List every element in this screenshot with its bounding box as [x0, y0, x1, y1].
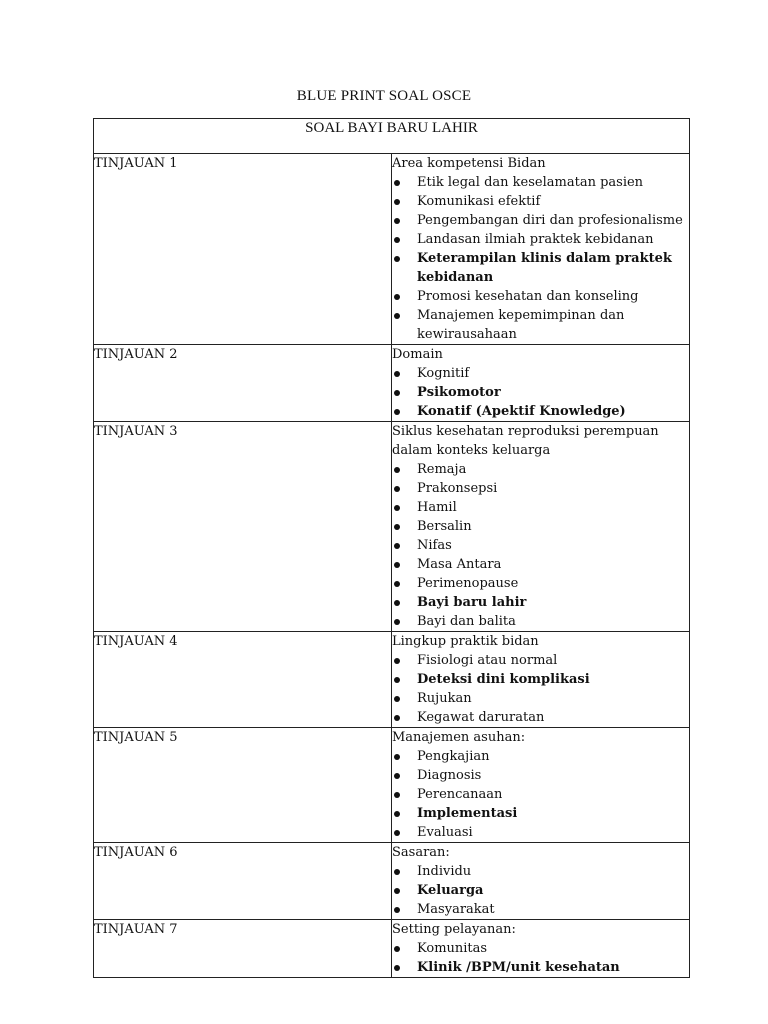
list-item: Rujukan — [392, 689, 689, 708]
list-item: Pengembangan diri dan profesionalisme — [392, 211, 689, 230]
list-item: Keluarga — [392, 881, 689, 900]
table-heading-row — [94, 119, 690, 154]
row-content — [392, 422, 690, 632]
bullet-list — [392, 862, 689, 919]
row-heading: Domain — [392, 347, 443, 362]
list-item: Hamil — [392, 498, 689, 517]
table-row — [94, 843, 690, 920]
list-item: Bersalin — [392, 517, 689, 536]
row-heading: Sasaran: — [392, 845, 450, 860]
bullet-list — [392, 747, 689, 842]
row-content — [392, 843, 690, 920]
table-heading: SOAL BAYI BARU LAHIR — [94, 119, 690, 154]
row-label: TINJAUAN 4 — [94, 632, 392, 728]
row-heading: Manajemen asuhan: — [392, 730, 526, 745]
row-content — [392, 154, 690, 345]
row-label: TINJAUAN 3 — [94, 422, 392, 632]
list-item: Kegawat daruratan — [392, 708, 689, 727]
table-row — [94, 920, 690, 978]
row-label: TINJAUAN 2 — [94, 345, 392, 422]
list-item: Fisiologi atau normal — [392, 651, 689, 670]
blueprint-table — [93, 118, 690, 978]
list-item: Implementasi — [392, 804, 689, 823]
list-item: Bayi dan balita — [392, 612, 689, 631]
table-row — [94, 154, 690, 345]
row-heading: Setting pelayanan: — [392, 922, 516, 937]
list-item: Perimenopause — [392, 574, 689, 593]
list-item: Manajemen kepemimpinan dan kewirausahaan — [392, 306, 689, 344]
row-label: TINJAUAN 6 — [94, 843, 392, 920]
row-heading: Lingkup praktik bidan — [392, 634, 539, 649]
row-label: TINJAUAN 7 — [94, 920, 392, 978]
list-item: Remaja — [392, 460, 689, 479]
list-item: Masa Antara — [392, 555, 689, 574]
row-heading: Area kompetensi Bidan — [392, 156, 546, 171]
list-item: Klinik /BPM/unit kesehatan — [392, 958, 689, 977]
table-body — [94, 154, 690, 978]
bullet-list — [392, 651, 689, 727]
list-item: Evaluasi — [392, 823, 689, 842]
list-item: Etik legal dan keselamatan pasien — [392, 173, 689, 192]
list-item: Psikomotor — [392, 383, 689, 402]
list-item: Komunikasi efektif — [392, 192, 689, 211]
table-row — [94, 632, 690, 728]
bullet-list — [392, 460, 689, 631]
table-row — [94, 345, 690, 422]
list-item: Perencanaan — [392, 785, 689, 804]
row-label: TINJAUAN 5 — [94, 728, 392, 843]
list-item: Individu — [392, 862, 689, 881]
list-item: Promosi kesehatan dan konseling — [392, 287, 689, 306]
row-heading: Siklus kesehatan reproduksi perempuan dalam konteks keluarga — [392, 424, 659, 458]
document-title: BLUE PRINT SOAL OSCE — [296, 88, 472, 104]
table-row — [94, 422, 690, 632]
bullet-list — [392, 939, 689, 977]
row-content — [392, 632, 690, 728]
list-item: Diagnosis — [392, 766, 689, 785]
row-label: TINJAUAN 1 — [94, 154, 392, 345]
bullet-list — [392, 173, 689, 344]
list-item: Landasan ilmiah praktek kebidanan — [392, 230, 689, 249]
list-item: Nifas — [392, 536, 689, 555]
list-item: Kognitif — [392, 364, 689, 383]
row-content — [392, 920, 690, 978]
list-item: Prakonsepsi — [392, 479, 689, 498]
list-item: Konatif (Apektif Knowledge) — [392, 402, 689, 421]
table-row — [94, 728, 690, 843]
list-item: Keterampilan klinis dalam praktek kebidanan — [392, 249, 689, 287]
row-content — [392, 728, 690, 843]
list-item: Komunitas — [392, 939, 689, 958]
list-item: Pengkajian — [392, 747, 689, 766]
row-content — [392, 345, 690, 422]
list-item: Masyarakat — [392, 900, 689, 919]
list-item: Bayi baru lahir — [392, 593, 689, 612]
list-item: Deteksi dini komplikasi — [392, 670, 689, 689]
bullet-list — [392, 364, 689, 421]
